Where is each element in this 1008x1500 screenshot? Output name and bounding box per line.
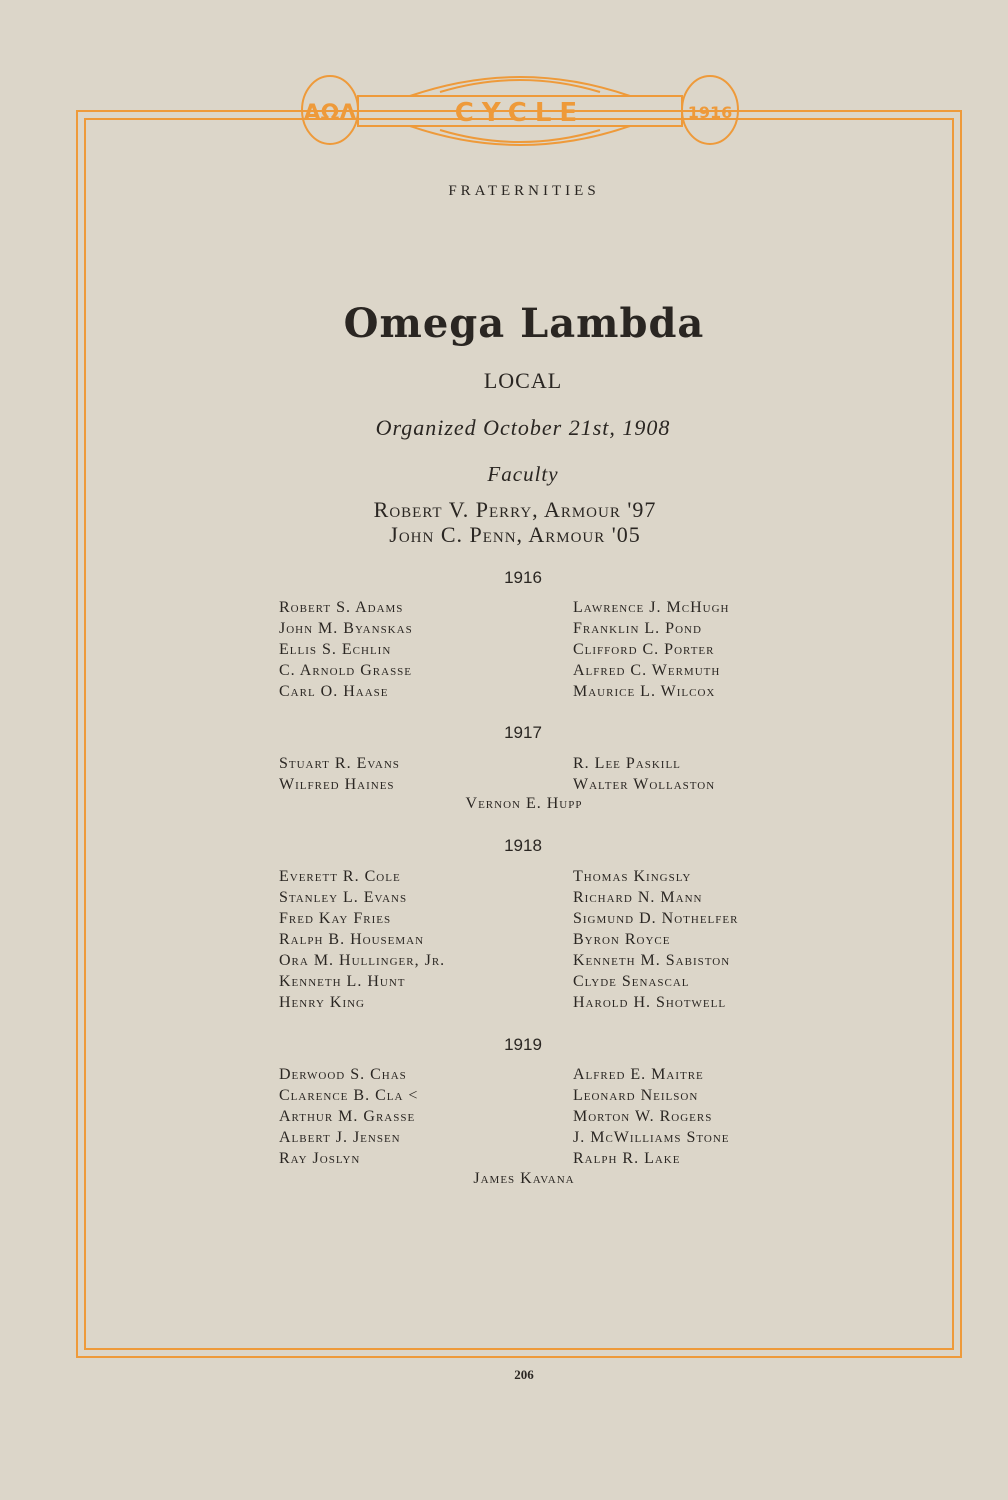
member-name: Derwood S. Chas	[279, 1066, 407, 1083]
member-name: Walter Wollaston	[573, 776, 716, 793]
member-name: Wilfred Haines	[279, 776, 395, 793]
member-name: Franklin L. Pond	[573, 620, 702, 637]
faculty-member: Robert V. Perry, Armour '97	[373, 497, 657, 522]
member-name: Henry King	[279, 994, 365, 1011]
member-name-centered: James Kavana	[473, 1170, 575, 1187]
member-name: Stuart R. Evans	[279, 755, 400, 772]
member-name: Ora M. Hullinger, Jr.	[279, 952, 446, 969]
member-name: J. McWilliams Stone	[573, 1129, 730, 1146]
member-name: Lawrence J. McHugh	[573, 599, 730, 616]
organization-name: Omega Lambda	[343, 300, 705, 347]
class-1917-right-column	[573, 753, 715, 795]
class-year-heading: 1916	[504, 568, 542, 587]
member-name: Thomas Kingsly	[573, 868, 692, 885]
class-1919-right-column	[573, 1064, 730, 1169]
member-name-centered: Vernon E. Hupp	[465, 795, 583, 812]
member-name: Albert J. Jensen	[279, 1129, 401, 1146]
member-name: Leonard Neilson	[573, 1087, 699, 1104]
class-1916-right-column	[573, 597, 729, 702]
member-name: Fred Kay Fries	[279, 910, 392, 927]
member-name: Kenneth L. Hunt	[279, 973, 406, 990]
member-name: Robert S. Adams	[279, 599, 404, 616]
class-1918-right-column	[573, 866, 738, 1013]
member-name: Clifford C. Porter	[573, 641, 715, 658]
member-name: Byron Royce	[573, 931, 671, 948]
member-name: Everett R. Cole	[279, 868, 401, 885]
member-name: Clyde Senascal	[573, 973, 690, 990]
member-name: Harold H. Shotwell	[573, 994, 727, 1011]
cycle-banner-ornament	[290, 62, 750, 162]
faculty-member: John C. Penn, Armour '05	[389, 522, 641, 547]
member-name: Ellis S. Echlin	[279, 641, 392, 658]
class-year-heading: 1918	[504, 836, 542, 855]
banner-word: CYCLE	[454, 98, 586, 128]
member-name: Kenneth M. Sabiston	[573, 952, 731, 969]
organization-type: LOCAL	[483, 368, 563, 393]
faculty-heading: Faculty	[487, 462, 559, 486]
member-name: Stanley L. Evans	[279, 889, 408, 906]
page-number: 206	[514, 1367, 534, 1382]
member-name: Alfred C. Wermuth	[573, 662, 721, 679]
member-name: Morton W. Rogers	[573, 1108, 713, 1125]
class-1919-left-column	[279, 1064, 418, 1169]
class-year-heading: 1919	[504, 1035, 542, 1054]
member-name: R. Lee Paskill	[573, 755, 681, 772]
member-name: Clarence B. Cla <	[279, 1087, 419, 1104]
member-name: Sigmund D. Nothelfer	[573, 910, 739, 927]
member-name: C. Arnold Grasse	[279, 662, 413, 679]
member-name: Maurice L. Wilcox	[573, 683, 716, 700]
member-name: Alfred E. Maitre	[573, 1066, 704, 1083]
member-name: Richard N. Mann	[573, 889, 703, 906]
member-name: Ray Joslyn	[279, 1150, 361, 1167]
class-1918-left-column	[279, 866, 445, 1013]
organized-date: Organized October 21st, 1908	[375, 415, 671, 440]
class-1917-left-column	[279, 753, 400, 795]
member-name: Ralph B. Houseman	[279, 931, 425, 948]
banner-left-monogram: AΩΛ	[303, 101, 357, 126]
member-name: Carl O. Haase	[279, 683, 389, 700]
class-1916-left-column	[279, 597, 413, 702]
class-year-heading: 1917	[504, 723, 542, 742]
member-name: Ralph R. Lake	[573, 1150, 681, 1167]
banner-right-monogram: 1916	[687, 103, 733, 122]
member-name: Arthur M. Grasse	[279, 1108, 416, 1125]
section-title: FRATERNITIES	[448, 183, 600, 199]
member-name: John M. Byanskas	[279, 620, 413, 637]
